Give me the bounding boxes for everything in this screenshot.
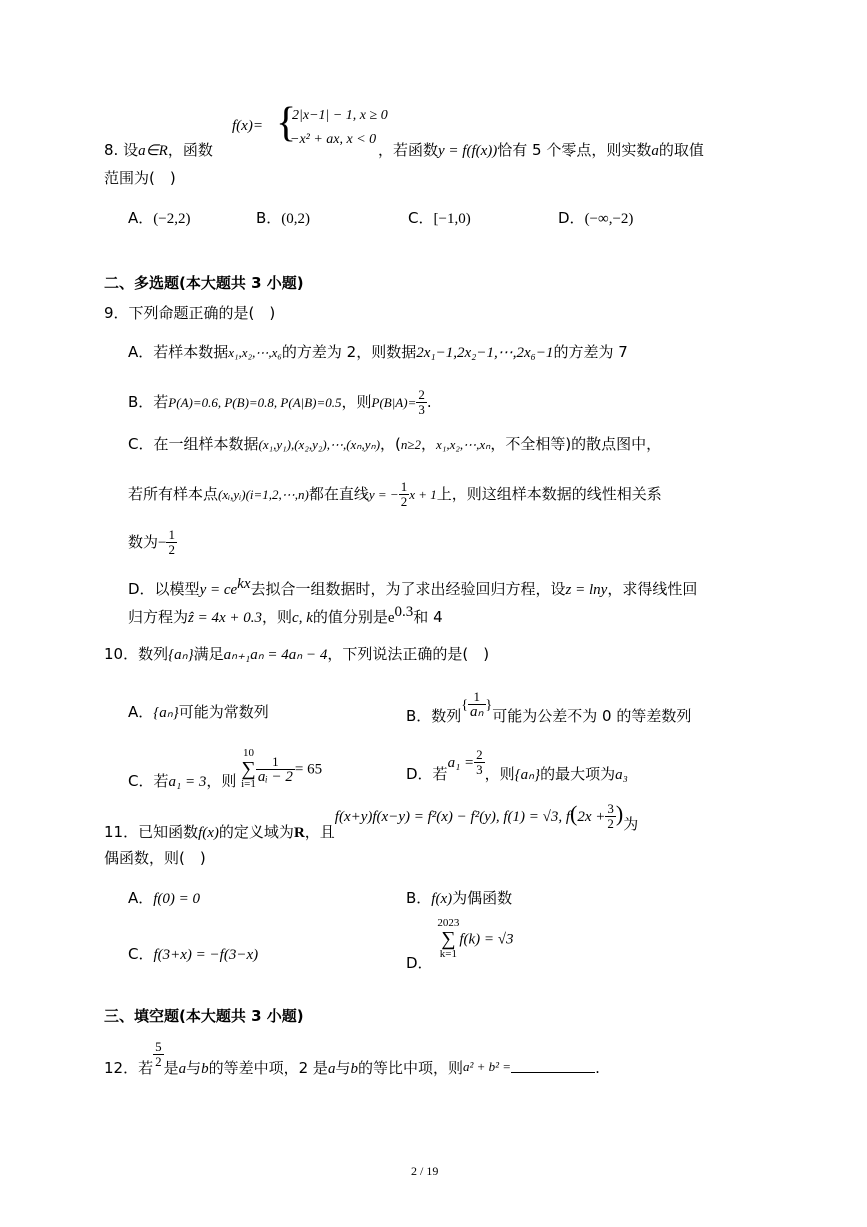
q10-option-c: C．若a₁ = 3，则 10 ∑ i=1 $\frac{1}{\text{aᵢ − 2}}$ = 65 bbox=[128, 747, 323, 790]
q8-option-b: B．(0,2) bbox=[256, 209, 311, 227]
q10-option-a: A．{aₙ}可能为常数列 bbox=[128, 703, 269, 721]
q9-option-d-line2: 归方程为ẑ = 4x + 0.3，则c, k的值分别是$e^{0.3}$和 4 bbox=[128, 604, 443, 626]
q8-option-a: A．(−2,2) bbox=[128, 209, 191, 227]
q8-piece1: 2|x−1| − 1, x ≥ 0 bbox=[292, 108, 388, 123]
q9-option-d-line1: D．以模型$y = ce^{kx}$去拟合一组数据时，为了求出经验回归方程，设z = lny，求得线性回 bbox=[128, 576, 698, 598]
q9-option-b: B．若P(A)=0.6, P(B)=0.8, P(A|B)=0.5，则P(B|A)= $\frac{2}{3}$ . bbox=[128, 387, 432, 417]
q8-function-def: f(x)= bbox=[232, 118, 263, 134]
q11-stem-line2: 偶函数，则( ) bbox=[104, 849, 206, 867]
q8-line1: 8. 设a∈R，函数 bbox=[104, 141, 213, 159]
section-heading-fill-in: 三、填空题(本大题共 3 小题) bbox=[104, 1007, 304, 1025]
q9-option-c-line3: 数为− $\frac{1}{2}$ bbox=[128, 527, 175, 557]
q8-brace: { bbox=[276, 100, 297, 146]
section-heading-multiple-choice: 二、多选题(本大题共 3 小题) bbox=[104, 274, 304, 292]
q10-stem: 10．数列{aₙ}满足aₙ₊₁aₙ = 4aₙ − 4，下列说法正确的是( ) bbox=[104, 645, 490, 663]
q8-option-d: D．(−∞,−2) bbox=[558, 209, 634, 227]
q8-line2: 范围为( ) bbox=[104, 169, 176, 187]
q9-stem: 9．下列命题正确的是( ) bbox=[104, 304, 276, 322]
q9-option-c-line1: C．在一组样本数据(x₁,y₁),(x₂,y₂),⋯,(xₙ,yₙ)，(n≥2，x₁,x₂,⋯,xₙ，不全相等)的散点图中， bbox=[128, 435, 662, 453]
page-number: 2 / 19 bbox=[411, 1164, 439, 1178]
q11-option-b: B．f(x)为偶函数 bbox=[406, 889, 513, 907]
q11-option-d: D． 2023 ∑ k=1 f(k) = √3 bbox=[406, 917, 514, 972]
q9-option-c-line2: 若所有样本点(xᵢ,yᵢ)(i=1,2,⋯,n)都在直线y = − $\frac{1}{2}$ x + 1上，则这组样本数据的线性相关系 bbox=[128, 479, 662, 509]
q8-piece2: −x² + ax, x < 0 bbox=[290, 132, 377, 147]
q11-option-a: A．f(0) = 0 bbox=[128, 889, 201, 907]
q11-option-c: C．f(3+x) = −f(3−x) bbox=[128, 945, 259, 963]
q8-line1-tail: ，若函数y = f(f(x))恰有 5 个零点，则实数a的取值 bbox=[378, 141, 704, 159]
q9-option-a: A．若样本数据x₁,x₂,⋯,x₆的方差为 2，则数据2x₁−1,2x₂−1,⋯,2x₆−1的方差为 7 bbox=[128, 343, 628, 361]
q10-option-d: D．若a₁ = $\frac{2}{3}$ ，则{aₙ}的最大项为a₃ bbox=[406, 747, 628, 783]
q10-option-b: B．数列{ $\frac{1}{\text{aₙ}}$ }可能为公差不为 0 的等差数列 bbox=[406, 689, 692, 725]
q8-option-c: C．[−1,0) bbox=[408, 209, 471, 227]
q12-answer-blank[interactable] bbox=[511, 1058, 595, 1073]
q12-stem: 12．若 $\frac{5}{2}$ 是a与b的等差中项，2 是a与b的等比中项，则a² + b² = . bbox=[104, 1039, 600, 1077]
q11-stem-line1: 11．已知函数f(x)的定义域为R，且f(x+y)f(x−y) = f²(x) − f²(y), f(1) = √3, f(2x + $\frac{3}{2}$ )为 bbox=[104, 801, 639, 841]
